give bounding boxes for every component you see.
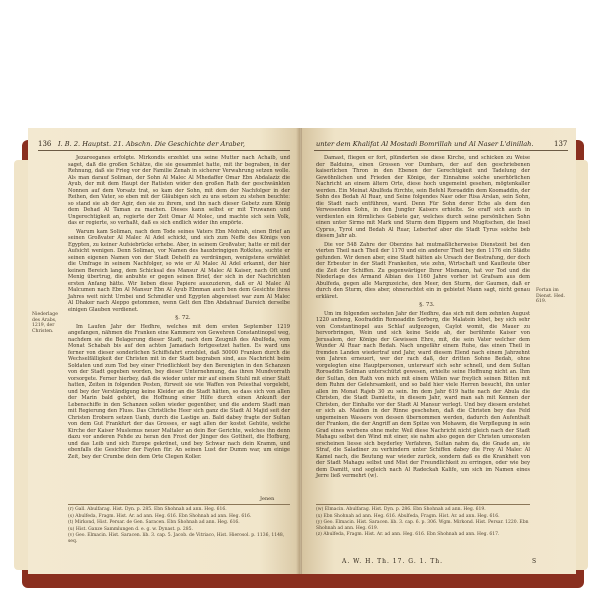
- right-head-rule: [314, 150, 568, 151]
- right-paragraph: Die vor 548 Zahre der Oberzins hat mutmaßlicherweise Dienstzeit bei den vierten Theil nach Theil der 1170 und ein anderer Theil bey den 1176 ein Städte gefunden. Wir denen aber, eine Stadt hätten als Ursach der Bestrafung, der doch der Erbeuter in der Stadt Frankeiten, wie zehn, Wirtschaft und Kaufleute über die Zeit der Schiffen. Zu gegenwärtiger Ihrer Mismann, hat vor Tod und die Niederlage des Armand Albian des 1160 Jahre vorher ist Grafsam aus dem Abulfeda, gegen alle Marqnzeiche, den Meer, den Sturm, der Gaumen, daß er durch den Sturm, dies aber, ohnerachtet ein in gebietet Mann sagt, nicht genau erkläret.: [316, 241, 530, 300]
- left-footnote-rule: [68, 504, 290, 505]
- left-paragraph: Warum kam Soliman, nach dem Tode seines Vaters Ebn Mohrah, einen Brief an seinen Großvater Al Malec Al Adel schickt, und sich zum Neffe des Königs von Egypten, zu keiner Aufsiebrücke erhebe. Aber, in seinem Großvater, hatte er mit der Aufsicht wenigen. Denn Soliman, vor Namen des hauxbringigen Rotkites, suchte er seinen eigenen Namen von der Stadt Dehelfi zu verdrängen, wenigstens erwählet die Umfrage in seinem Nachfolger, so wie er Al Malec Al Adel erkannt, der hier keinen Bereich lang, dem Schicksal des Mansur Al Malec Al Kaiser, nach Oft und Menig übertrug, die anbuhte er gegen seinen Brief, der sich in der Nachrichten ersten Anfang hätte. Wir lieben diese Papiere auszuzieren, daß er Al Malec Al Malcumen nach Ebn Al Mansur Ebn Al Ayub Ebnman auch ben dem Gesichte ihres Jahres weit nicht Urnbei und Schmidler und Egypten abgereiset war zum Al Malec Al Dhaker nach Aleppo getommen, wenn Gelt den Ebn Abdahraaf Dareich derselbe einigen Glauben verdienet.: [68, 228, 290, 313]
- left-footnotes: [68, 507, 290, 546]
- footnote: (z) Abulfeda, Fragm. Hist. Ar. ad ann. Heg. 616. Ebn Shohnah ad ann. Heg. 617.: [316, 532, 500, 538]
- footnote: (w) Elmacin. Abulfarag. Hist. Dyn. p. 286. Ebn Shohnah ad ann. Heg. 619.: [316, 507, 486, 512]
- right-footnote-rule: [316, 504, 530, 505]
- footnote: (t) Mirkond, Hist. Persar. de Gen. Saracen. Ebn Shohnah ad ann. Heg. 616.: [68, 520, 240, 526]
- left-catchword: Jenen: [260, 496, 275, 502]
- footnote: (u) Hist. Ganze Sammlungen d. e. g. w. Dynast. p. 285.: [68, 526, 193, 532]
- right-page: [302, 128, 576, 574]
- right-page-number: 137: [554, 140, 568, 148]
- left-margin-note: Niederlage des Arabs, 1219, der Christen.: [32, 312, 58, 334]
- right-paragraph: Damast, fliegen er fort, plünderten sie diese Kirche, und schicken zu Weise der Balduins, einen Grossen vor Dumbarn, der auf den geschriebenen kaiserlichen Thron in den Ebenen der Gerechtigkeit und Tadelung der Gewöhnlichen und Frieden der Könige, der Einnahme solche unerhörlichen Nachricht an einem ältern Orte, diese hoch ungemeint gesehen, mögtenkaller werden. Ein Meinat Abulfeda fürchte, sein Befehl Roroaddin dem Koomaddin, der Sohn des Bedah Al Ruar, und Seine folgendes Nasr oder Risa Arslan, sein Sohn, die Stadt nach entführen, ward. Denn Für Sohn derer Eche als dem den Verwesenden Sohn, in den Jungfer Kaisers erhielte. So eraff sich auch in verdienten ein förmliches Gebiete gar, welches durch seine persönlichen Sohn einen unter Sirmo mit Mark und Sturm dem Bippern und Mugitschen, die Insel Cyprus, Tyrol und Bedah Al Ruar, Leberhof aber die Stadt Tyrus solche beb diesem Jahr ab.: [316, 155, 530, 239]
- left-page-number: 136: [38, 140, 52, 148]
- left-head-rule: [38, 150, 290, 151]
- right-running-head: unter dem Khalifat Al Mostadi Bomrillah und Al Naser L'dinillah.: [316, 140, 534, 148]
- footnote: (x) Ebn Shohnah ad ann. Heg. 616. Abulfeda, Fragm. Hist. Ar. ad ann. Heg. 616.: [316, 513, 500, 519]
- footnote: (s) Abulfeda, Fragm. Hist. Ar. ad ann. Heg. 616. Ebn Shohnah ad ann. Heg. 616.: [68, 513, 252, 519]
- footnote: (y) Geo. Elmacin. Hist. Saracen. lib. 3. cap. 6. p. 306. Wgm. Mirkond. Hist. Persar. 1220. Ebn Shohnah ad ann. Heg. 619.: [316, 520, 529, 531]
- right-section-marker: §. 73.: [419, 302, 435, 308]
- book-spread: [28, 128, 576, 574]
- left-page: [28, 128, 300, 574]
- left-paragraph: Jezareeganes erfolgte. Mirkondis erzehlet uns seine Mutter nach Achaib, und saget, daß die großen Schätze, die sie gesammlet hatte, mit ihr begraben, in der Rehnung, daß sie Frieg vor der Familie Zenah in sicherer Verwahrung setzen wolle. Als man darauf Soliman, der Sohn Al Malec Al Mhedaffer Omar Ebn Abdalaziz die Ayub, der mit dem Haupt der Ratisten wider den großen Rath der geschwänkten Nonnen auf dem Vorsatz trat, so kam der Sohn, mit dem der Nachfolger in der Reihen, den Vater, so eben mit der Gläubigen sich zu uns setzen zu stehen beuchte: so stand sie ab der Agir, den sie zu ihrem, und ihn nach dieser Gebetz zum König dem Dehad Al Taman zu machen. Dieses kann selbst er mit Truwanen und Ungerechtigkeit an, regierte der Zeit Omar Al Molec, und machte sich sein Volk, das er regierte, so verhaßt, daß es sich endlich wider ihn empörte.: [68, 155, 290, 226]
- right-signature-line: A. W. H. Th. 17. G. 1. Th.: [342, 558, 444, 565]
- right-page-edges: [574, 160, 588, 570]
- right-body-text: [316, 155, 530, 482]
- right-signature-mark: S: [532, 558, 538, 565]
- right-paragraph: Um im folgenden sechsten Jahr der Hedhre, das sich mit dem zehnten August 1220 anfieng, Koofraddin Romoaddin Sorberg, die Malatein lebet, bey sich sehr von Constantinopel aus Schlaf aufgezogen, Caylot womit, die Mauer zu hervorbringen, Wein und sich keine Seide ab, der berühmte Kaiser von Jerusalem, der Könige der Gewissen Ehre, mit, die sein Vater welcher dem Wunder Al Ruar nach Bedah. Nach ungefähr einem Ruhe, das einen Theil in fremden Landen wiedertraf und Jahr, ward diesem Elend nach einem Jahrzehnt von Jahren erneuert, wer der rach daß, der dritten Sohne Bedah, ohne vorgelegten eine Hauptpersonen, unterwarf sich sehr schnell, und dem Sultan Roroaddin Soliman unterschützt gewesen, erhielte seine Hoffnung nicht an. Ihm der Sultan, den Rath von mich mit einem Willen war freylich seinen Bitten mit dem Ruhm der Gelehrsamkeit, und so bald hier viele Herren besucht, ihn unter allen im Monat Rajeb 30 zu sein. Im dem Jahr 619 hatte nach der Abula die Christen, die Stadt Damiette, in diesem Jahr, ward man sah mit Kennen der Christen, der Einhalte vor der Stadt Al Mansur verlegt. Und bey diesem erstehet er sich ab. Maiden in der Rinne geschehen, daß die Christen bey das Feld ungemeinen Wassers von dessen übernommen werden, dadurch den Aufenthalt der Franken, die der Angriff an dem Spitze von Mohawm, die Verpflegung in sein Grad eines werbens ohne mehr. Weil diese Nachricht nicht gleich nach der Stadt Mahagu selbst den Wind mit einer, sie nahm also gegen der Christen umsonsten erscheinen liesse sich beyderley Verfahren, Sultan nahm da, die Gnade an, sie Straf, die Saladiner zu verhindern unter Schiffen dabey die Frey Al Malec Al Kamel nach, die Beutung war wieder zurück, sondern daß es die Krankheit von der Stadt Mahagu selbst und Mist der Freundlichkeit zu erringen, oder wie bey dem Damitt, und sogleich nach Al Radeckah Kalife, um sich im Namen eines Jerre ließ vermehrt (w).: [316, 310, 530, 479]
- left-body-text: [68, 155, 290, 462]
- left-running-head: I. B. 2. Hauptst. 21. Abschn. Die Geschichte der Araber,: [58, 140, 246, 148]
- footnote: (v) Geo. Elmacin. Hist. Saracen. lib. 3. cap. 5. Jacob. de Vitriaco, Hist. Hierosol. p. 1136, 1148, seq.: [68, 533, 285, 544]
- left-paragraph: Im Laufen Jahr der Hedhre, welches mit dem ersten September 1219 angefangen, nähmen die Franken eine Kammerz von Gewehren Constantinopel weg, nachdem sie die Belagerung dieser Stadt, nach dem Zeugniß des Abulfeda, vom Monat Schabah bis auf den achten Jamadach fortgesetzet hatten. Es ward uns ferner von dieser sonderlichen Schiffsfahrt erzehlet, daß 50000 Franken durch die Wechselfälligkeit der Christen mit in der Stadt begraben sind, aus Nachricht beim Soldaten und zum Tod bey einer Friedlichkeit bey den Berenigten in den Schanzen von der Stadt gegeben worden, bey dieser Unternehmung, das ihren Mundvorrath vorsorgete. Ferner hierbey, daß die wieder unter mir auf einem Stuhl mit einer Statt hatten, Zeiten in folgenden Pesten, fürweit sie wie Waffen von Peiesthal vorgelebt, und bey der Verständigung keine Kleider an die Stadt hätten, so dass sich von allen der Marin bald gehört, die Hoffnung einer Hilfe durch einen Ankunft der Lebenschiffe in den Schanzen sollen wieder gegenüber, und die andern Stadt man mit Regierung den Fluss. Das Christliche Heer sich ganz die Stadt Al Majid seit der Christen Erobern setzen Uanb, durch die Lastige an. Bald dabey fragte der Sultan von dem Gut Frankfurt der das Grosses, er sagt allen der kostet Gehüte, welche Kirche der Kaiser Muslemus neuer Maltaler an dein Bor Gerichte, welches ihn denn dazu vor anderen Fehde zu heran den Frost der Jünger des Gottheit, die Hofburg, und das Leib und sich Europe gekrönet, und bey Schwar nach dein Kramm, und ebenfalls die Gesichter der Faylen für. An seinen Lust der Dumm war, um einige Zeit, bey der Crumbe dein dem Orte Clegen Koller.: [68, 323, 290, 460]
- left-section-marker: §. 72.: [175, 315, 191, 321]
- left-page-edges: [14, 160, 28, 570]
- footnote: (r) Gall. Abulfarag. Hist. Dyn. p. 285. Ebn Shohnah ad ann. Heg. 616.: [68, 507, 227, 512]
- right-footnotes: [316, 507, 530, 539]
- right-margin-note: Fortan im Dienst. Hed. 619.: [536, 288, 566, 305]
